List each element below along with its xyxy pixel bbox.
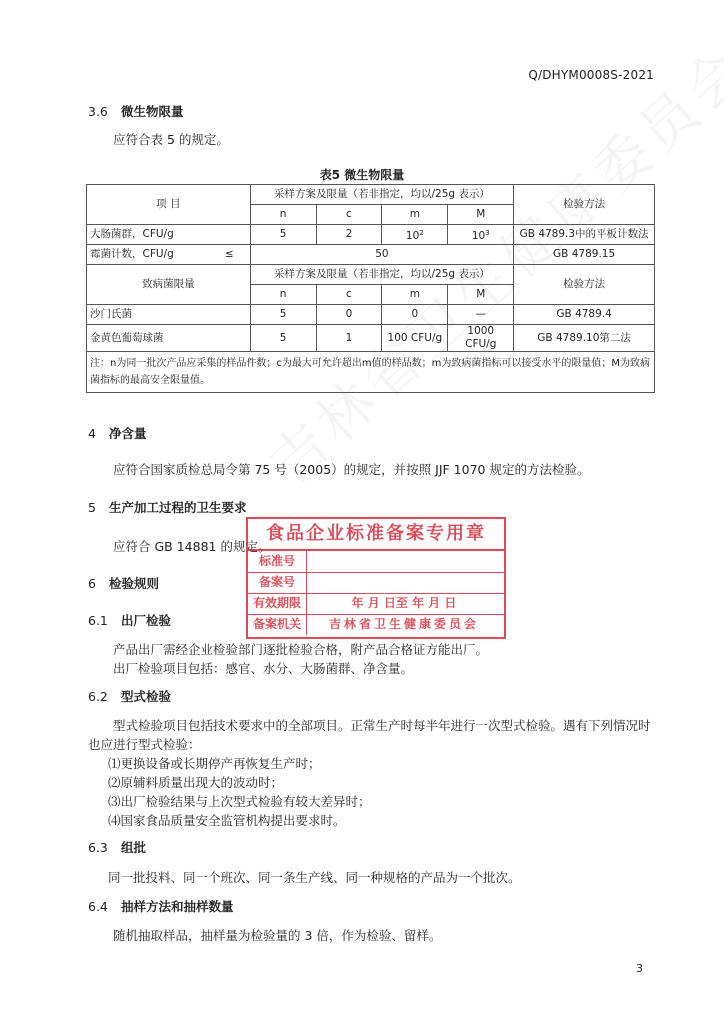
header-item: 项 目 xyxy=(87,185,251,225)
row-n: 5 xyxy=(250,305,316,325)
section-6-3-heading xyxy=(88,838,146,856)
section-number: 6.4 xyxy=(88,899,108,914)
filing-stamp xyxy=(246,517,506,639)
subheader-M: M xyxy=(448,285,514,305)
section-6-2-line: 也应进行型式检验： xyxy=(88,737,201,752)
subheader-c: c xyxy=(316,285,382,305)
subheader-c: c xyxy=(316,205,382,225)
section-title: 生产加工过程的卫生要求 xyxy=(109,500,247,515)
row-M: 1000 CFU/g xyxy=(448,325,514,352)
stamp-label: 备案机关 xyxy=(248,614,307,635)
section-6-2-line: ⑴更换设备或长期停产再恢复生产时； xyxy=(108,756,321,771)
section-5-heading xyxy=(88,498,247,516)
row-item: 霉菌计数，CFU/g ≤ xyxy=(87,245,251,265)
row-M: — xyxy=(448,305,514,325)
microbial-limits-table xyxy=(86,184,655,393)
section-6-2-line: ⑶出厂检验结果与上次型式检验有较大差异时； xyxy=(108,794,371,809)
section-title: 检验规则 xyxy=(109,576,160,591)
row-n: 5 xyxy=(250,325,316,352)
table-5-caption: 表5 微生物限量 xyxy=(319,168,405,182)
section-6-1-line: 产品出厂需经企业检验部门逐批检验合格，附产品合格证方能出厂。 xyxy=(113,642,489,657)
row-c: 2 xyxy=(316,225,382,245)
section-6-2-heading xyxy=(88,687,171,705)
section-title: 净含量 xyxy=(109,426,147,441)
standard-code: Q/DHYM0008S-2021 xyxy=(528,68,654,82)
stamp-row-record-no xyxy=(248,572,504,594)
row-m: 0 xyxy=(382,305,448,325)
stamp-row-validity xyxy=(248,593,504,615)
row-M: $10^3$ xyxy=(448,225,514,245)
subheader-M: M xyxy=(448,205,514,225)
section-number: 6.1 xyxy=(88,613,108,628)
section-6-3-body: 同一批投料、同一个班次、同一条生产线、同一种规格的产品为一个批次。 xyxy=(108,870,521,885)
subheader-n: n xyxy=(250,205,316,225)
subheader-m: m xyxy=(382,205,448,225)
stamp-label: 有效期限 xyxy=(248,593,307,614)
header-sampling-plan: 采样方案及限量（若非指定，均以/25g 表示） xyxy=(250,265,514,285)
row-method: GB 4789.3中的平板计数法 xyxy=(514,225,655,245)
row-m: $10^2$ xyxy=(382,225,448,245)
table-row xyxy=(87,245,655,265)
row-m: 100 CFU/g xyxy=(382,325,448,352)
table-row xyxy=(87,225,655,245)
section-6-4-body: 随机抽取样品，抽样量为检验量的 3 倍，作为检验、留样。 xyxy=(113,928,442,943)
section-6-1-line: 出厂检验项目包括：感官、水分、大肠菌群、净含量。 xyxy=(113,661,414,676)
stamp-authority-value: 吉林省卫生健康委员会 xyxy=(328,617,479,631)
section-6-2-line: ⑷国家食品质量安全监管机构提出要求时。 xyxy=(108,813,346,828)
table-note: 注：n为同一批次产品应采集的样品件数；c为最大可允许超出m值的样品数；m为致病菌指标可以接受水平的限量值；M为致病菌指标的最高安全限量值。 xyxy=(87,352,655,393)
section-3-6-heading xyxy=(88,102,183,120)
section-4-heading xyxy=(88,424,147,442)
header-test-method: 检验方法 xyxy=(514,185,655,225)
header-pathogen: 致病菌限量 xyxy=(87,265,251,305)
section-title: 微生物限量 xyxy=(120,104,184,119)
section-number: 6.3 xyxy=(88,840,108,855)
row-value: 50 xyxy=(250,245,514,265)
section-title: 抽样方法和抽样数量 xyxy=(120,899,234,914)
row-le-symbol: ≤ xyxy=(224,248,234,260)
table-header-row xyxy=(87,185,655,205)
row-n: 5 xyxy=(250,225,316,245)
section-5-body: 应符合 GB 14881 的规定。 xyxy=(113,539,271,554)
section-number: 4 xyxy=(88,426,96,441)
section-6-4-heading xyxy=(88,897,233,915)
table-row xyxy=(87,305,655,325)
row-item: 大肠菌群，CFU/g xyxy=(87,225,251,245)
subheader-m: m xyxy=(382,285,448,305)
row-c: 0 xyxy=(316,305,382,325)
row-method: GB 4789.10第二法 xyxy=(514,325,655,352)
section-6-1-heading xyxy=(88,611,171,629)
stamp-title: 食品企业标准备案专用章 xyxy=(248,519,504,551)
table-note-row xyxy=(87,352,655,393)
stamp-label: 标准号 xyxy=(248,551,307,572)
stamp-label: 备案号 xyxy=(248,572,307,593)
page-number: 3 xyxy=(636,962,643,975)
stamp-validity-value: 年 月 日至 年 月 日 xyxy=(351,596,457,610)
section-number: 6 xyxy=(88,576,96,591)
section-6-heading xyxy=(88,574,159,592)
row-method: GB 4789.15 xyxy=(514,245,655,265)
row-c: 1 xyxy=(316,325,382,352)
section-6-2-line: 型式检验项目包括技术要求中的全部项目。正常生产时每半年进行一次型式检验。遇有下列情况时 xyxy=(113,718,651,733)
section-6-2-line: ⑵原辅料质量出现大的波动时； xyxy=(108,775,284,790)
section-title: 组批 xyxy=(120,840,146,855)
section-title: 出厂检验 xyxy=(120,613,171,628)
row-item: 金黄色葡萄球菌 xyxy=(87,325,251,352)
header-test-method: 检验方法 xyxy=(514,265,655,305)
row-method: GB 4789.4 xyxy=(514,305,655,325)
section-number: 5 xyxy=(88,500,96,515)
row-item: 沙门氏菌 xyxy=(87,305,251,325)
stamp-row-authority xyxy=(248,614,504,635)
stamp-row-standard-no xyxy=(248,551,504,573)
table-row xyxy=(87,325,655,352)
header-sampling-plan: 采样方案及限量（若非指定，均以/25g 表示） xyxy=(250,185,514,205)
section-title: 型式检验 xyxy=(120,689,171,704)
section-3-6-body: 应符合表 5 的规定。 xyxy=(113,132,229,147)
section-number: 6.2 xyxy=(88,689,108,704)
pathogen-header-row xyxy=(87,265,655,285)
section-4-body: 应符合国家质检总局令第 75 号（2005）的规定，并按照 JJF 1070 规定的方法检验。 xyxy=(113,462,590,477)
subheader-n: n xyxy=(250,285,316,305)
section-number: 3.6 xyxy=(88,104,108,119)
